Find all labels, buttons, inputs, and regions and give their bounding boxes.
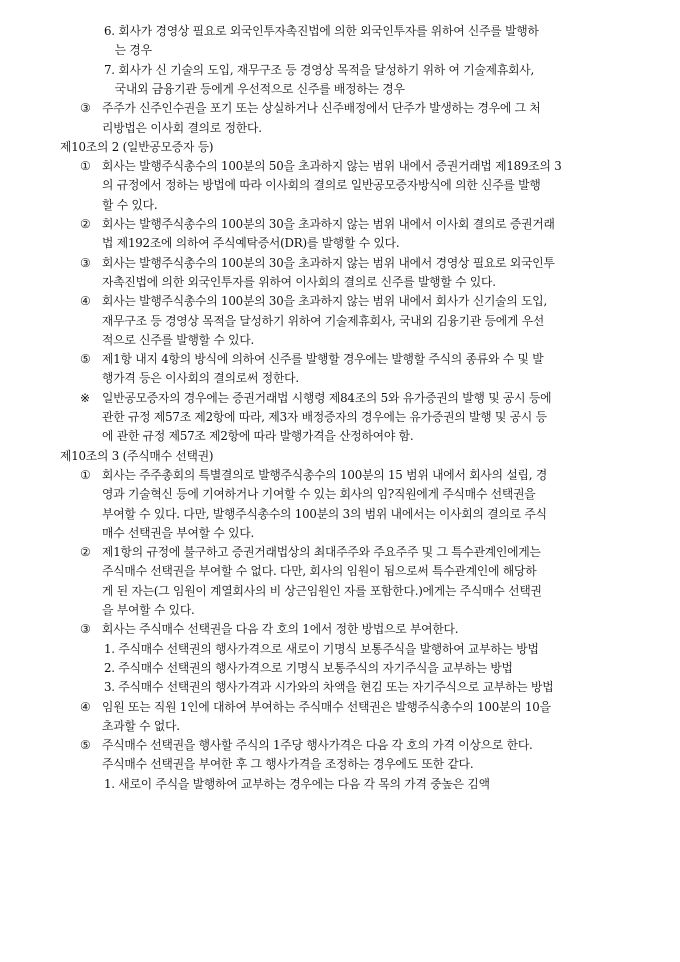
text-line <box>104 640 539 659</box>
text-line <box>60 447 213 466</box>
text-line <box>102 755 473 774</box>
text-line <box>102 273 496 292</box>
paragraph-marker: ⑤ <box>80 738 91 753</box>
paragraph-marker: ③ <box>80 101 91 116</box>
line-text: 적으로 신주를 발행할 수 있다. <box>102 332 255 347</box>
paragraph-marker: ② <box>80 217 91 231</box>
paragraph-marker: ② <box>80 545 91 560</box>
line-text: 임원 또는 직원 1인에 대하여 부여하는 주식매수 선택권은 발행주식총수의 100분의 10을 <box>102 699 551 714</box>
text-line <box>80 698 551 717</box>
text-line <box>80 543 541 562</box>
line-text: 게 된 자는(그 임원이 계열회사의 비 상근임원인 자를 포함한다.)에게는 주식매수 선택권 <box>102 583 542 598</box>
line-text: 주식매수 선택권을 행사할 주식의 1주당 행사가격은 다음 각 호의 가격 이상으로 한다. <box>102 738 533 753</box>
line-text: 할 수 있다. <box>102 197 158 212</box>
paragraph-marker: ※ <box>80 390 90 405</box>
text-line <box>102 196 157 215</box>
line-text: 리방법은 이사회 결의로 정한다. <box>102 120 262 135</box>
paragraph-marker: ① <box>80 159 91 174</box>
text-line <box>102 234 399 253</box>
line-text: 회사는 발행주식총수의 100분의 50을 초과하지 않는 범위 내에서 증권거래법 제189조의 3 <box>102 159 562 174</box>
line-text: 행가격 등은 이사회의 결의로써 정한다. <box>102 371 299 386</box>
line-text: 회사는 발행주식총수의 100분의 30을 초과하지 않는 범위 내에서 경영상 필요로 외국인투 <box>102 255 555 270</box>
line-text: 3. 주식매수 선택권의 행사가격과 시가와의 차액을 현김 또는 자기주식으로 교부하는 방법 <box>104 680 554 695</box>
paragraph-marker: ④ <box>80 699 91 714</box>
paragraph-marker: ⑤ <box>80 352 91 367</box>
line-text: 제1항의 규정에 불구하고 증권거래법상의 최대주주와 주요주주 및 그 특수관계인에게는 <box>102 545 541 560</box>
text-line <box>102 717 180 736</box>
text-line <box>104 775 490 794</box>
text-line <box>102 505 547 524</box>
text-line <box>80 157 562 176</box>
line-text: 회사는 발행주식총수의 100분의 30을 초과하지 않는 범위 내에서 이사회 결의로 증권거래 <box>102 217 555 231</box>
text-line <box>60 138 213 157</box>
line-text: 의 규정에서 정하는 방법에 따라 이사회의 결의로 일반공모증자방식에 의한 신주를 발행 <box>102 178 541 193</box>
text-line <box>102 408 547 427</box>
line-text: 1. 새로이 주식을 발행하여 교부하는 경우에는 다음 각 목의 가격 중높은 김액 <box>104 776 490 791</box>
text-line <box>102 427 413 446</box>
text-line <box>102 582 542 601</box>
line-text: 회사는 주식매수 선택권을 다음 각 호의 1에서 정한 방법으로 부여한다. <box>102 622 459 637</box>
line-text: 제1항 내지 4항의 방식에 의하여 신주를 발행할 경우에는 발행할 주식의 종류와 수 및 발 <box>102 352 544 367</box>
text-line <box>102 331 254 350</box>
text-line <box>80 215 555 234</box>
text-line <box>80 99 541 118</box>
line-text: 7. 회사가 신 기술의 도입, 재무구조 등 경영상 목적을 달성하기 위하 여 기술제휴회사, <box>104 62 535 77</box>
text-line <box>102 119 262 138</box>
line-text: 2. 주식매수 선택권의 행사가격으로 기명식 보통주식의 자기주식을 교부하는 방법 <box>104 660 513 675</box>
text-line <box>104 678 553 697</box>
line-text: 법 제192조에 의하여 주식예탁증서(DR)를 발행할 수 있다. <box>102 236 400 251</box>
text-line <box>80 350 543 369</box>
text-line <box>102 312 544 331</box>
line-text: 6. 회사가 경영상 필요로 외국인투자촉진법에 의한 외국인투자를 위하여 신주를 발행하 <box>104 24 539 38</box>
line-text: 주식매수 선택권을 부여할 수 없다. 다만, 회사의 임원이 됨으로써 특수관계인에 해당하 <box>102 564 537 579</box>
text-line <box>104 80 405 99</box>
text-line <box>102 562 536 581</box>
paragraph-marker: ④ <box>80 294 91 309</box>
text-line <box>102 601 195 620</box>
line-text: 회사는 발행주식총수의 100분의 30을 초과하지 않는 범위 내에서 회사가 신기술의 도입, <box>102 294 548 309</box>
text-line <box>80 292 547 311</box>
line-text: 회사는 주주총회의 특별결의로 발행주식총수의 100분의 15 범위 내에서 회사의 설립, 경 <box>102 467 548 482</box>
line-text: 관한 규정 제57조 제2항에 따라, 제3자 배정증자의 경우에는 유가증권의 발행 및 공시 등 <box>102 410 547 424</box>
text-line <box>80 736 533 755</box>
text-line <box>80 620 458 639</box>
line-text: 에 관한 규정 제57조 제2항에 따라 발행가격을 산정하여야 함. <box>102 429 414 444</box>
text-line <box>104 41 152 60</box>
line-text: 초과할 수 없다. <box>102 718 180 733</box>
line-text: 주주가 신주인수권을 포기 또는 상실하거나 신주배정에서 단주가 발생하는 경우에 그 처 <box>102 101 541 116</box>
paragraph-marker: ① <box>80 467 91 482</box>
paragraph-marker: ③ <box>80 622 91 637</box>
text-line <box>102 369 299 388</box>
line-text: 을 부여할 수 있다. <box>102 603 195 617</box>
line-text: 주식매수 선택권을 부여한 후 그 행사가격을 조정하는 경우에도 또한 같다. <box>102 757 474 772</box>
line-text: 자촉진법에 의한 외국인투자를 위하여 이사회의 결의로 신주를 발행할 수 있다. <box>102 274 496 289</box>
text-line <box>80 389 551 408</box>
line-text: 1. 주식매수 선택권의 행사가격으로 새로이 기명식 보통주식을 발행하여 교부하는 방법 <box>104 641 539 656</box>
line-text: 는 경우 <box>104 43 152 58</box>
line-text: 국내외 금융기관 등에게 우선적으로 신주를 배정하는 경우 <box>104 81 405 96</box>
text-line <box>104 659 513 678</box>
text-line <box>102 485 535 504</box>
text-line <box>102 176 541 195</box>
text-line <box>104 61 534 80</box>
line-text: 제10조의 3 (주식매수 선택권) <box>60 448 214 463</box>
paragraph-marker: ③ <box>80 255 91 270</box>
line-text: 매수 선택권을 부여할 수 있다. <box>102 525 255 540</box>
line-text: 부여할 수 있다. 다만, 발행주식총수의 100분의 3의 범위 내에서는 이사회의 결의로 주식 <box>102 506 547 521</box>
text-line <box>104 22 539 41</box>
text-line <box>80 254 555 273</box>
text-line <box>102 524 254 543</box>
line-text: 재무구조 등 경영상 목적을 달성하기 위하여 기술제휴회사, 국내외 김융기관 등에게 우선 <box>102 313 545 328</box>
line-text: 제10조의 2 (일반공모증자 등) <box>60 139 214 154</box>
text-line <box>80 466 547 485</box>
line-text: 영과 기술혁신 등에 기여하거나 기여할 수 있는 회사의 임?직원에게 주식매수 선택권을 <box>102 487 536 502</box>
line-text: 일반공모증자의 경우에는 증권거래법 시행령 제84조의 5와 유가증권의 발행 및 공시 등에 <box>102 390 552 405</box>
